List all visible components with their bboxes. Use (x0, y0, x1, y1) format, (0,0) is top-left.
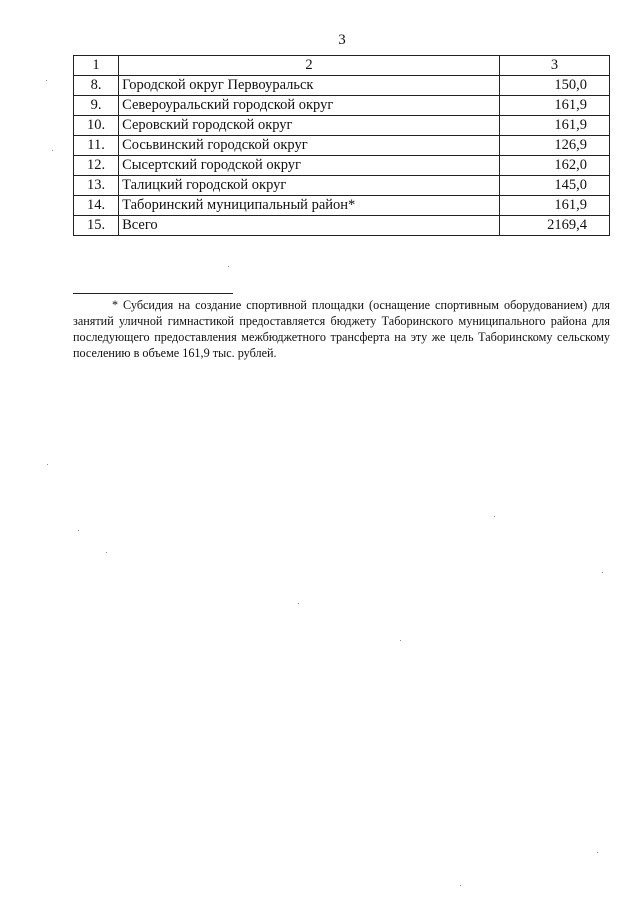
table-row (74, 176, 610, 196)
table-row-total (74, 216, 610, 236)
row-value: 150,0 (500, 76, 610, 96)
table-row (74, 96, 610, 116)
row-name: Городской округ Первоуральск (119, 76, 500, 96)
table-row (74, 196, 610, 216)
row-value: 161,9 (500, 116, 610, 136)
row-number: 15. (74, 216, 119, 236)
scan-speck (106, 552, 107, 553)
row-number: 12. (74, 156, 119, 176)
row-number: 13. (74, 176, 119, 196)
scan-speck (47, 464, 48, 465)
footnote-divider (73, 293, 233, 294)
row-value: 161,9 (500, 96, 610, 116)
scan-speck (298, 603, 299, 604)
table-row (74, 116, 610, 136)
row-number: 11. (74, 136, 119, 156)
footnote-text: * Субсидия на создание спортивной площадки (оснащение спортивным оборудованием) для занятий уличной гимнастикой предоставляется бюджету Таборинского муниципального района для последующего предоставления межбюджетного трансферта на эту же цель Таборинскому сельскому поселению в объеме 161,9 тыс. рублей. (73, 298, 610, 360)
row-name: Всего (119, 216, 500, 236)
row-name: Сысертский городской округ (119, 156, 500, 176)
row-value: 162,0 (500, 156, 610, 176)
row-name: Серовский городской округ (119, 116, 500, 136)
scan-speck (602, 572, 603, 573)
row-name: Талицкий городской округ (119, 176, 500, 196)
scan-speck (78, 530, 79, 531)
column-header-name: 2 (119, 56, 500, 76)
row-value: 2169,4 (500, 216, 610, 236)
scan-speck (228, 266, 229, 267)
row-value: 126,9 (500, 136, 610, 156)
scan-speck (46, 80, 47, 81)
column-header-value: 3 (500, 56, 610, 76)
scan-speck (400, 640, 401, 641)
scan-speck (597, 852, 598, 853)
table-row (74, 76, 610, 96)
scan-speck (460, 885, 461, 886)
table-row (74, 136, 610, 156)
table-header-row (74, 56, 610, 76)
page-number: 3 (338, 32, 346, 48)
row-name: Североуральский городской округ (119, 96, 500, 116)
row-number: 9. (74, 96, 119, 116)
row-value: 161,9 (500, 196, 610, 216)
scan-speck (52, 150, 53, 151)
row-number: 14. (74, 196, 119, 216)
row-value: 145,0 (500, 176, 610, 196)
table-row (74, 156, 610, 176)
row-number: 8. (74, 76, 119, 96)
row-name: Таборинский муниципальный район* (119, 196, 500, 216)
row-name: Сосьвинский городской округ (119, 136, 500, 156)
scan-speck (494, 516, 495, 517)
row-number: 10. (74, 116, 119, 136)
subsidy-table (73, 55, 610, 236)
column-header-number: 1 (74, 56, 119, 76)
